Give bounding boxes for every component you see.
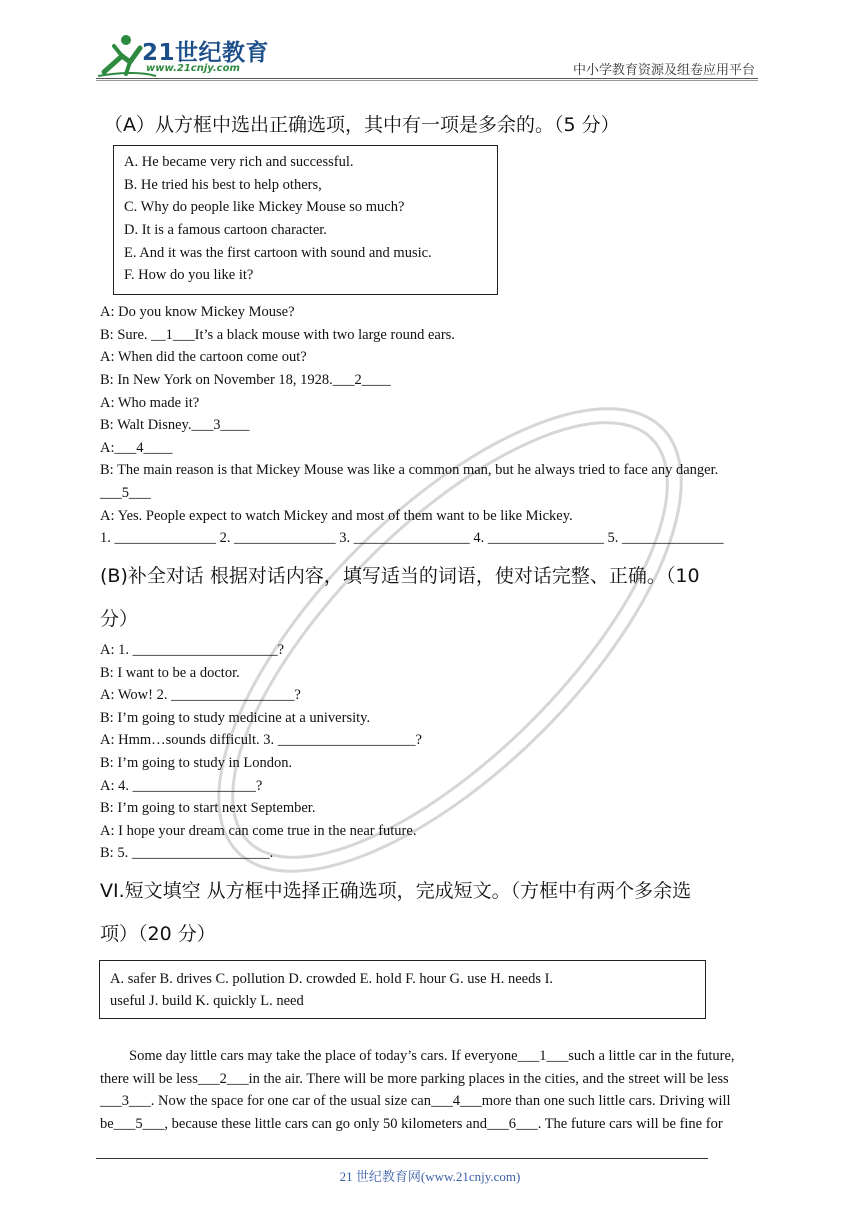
section-b-heading-cont: 分） bbox=[100, 608, 139, 630]
dialogue-line: B: I’m going to start next September. bbox=[100, 800, 316, 816]
header-divider bbox=[96, 78, 758, 79]
option-e: E. And it was the first cartoon with sound and music. bbox=[124, 245, 432, 261]
options-box-a bbox=[113, 145, 498, 295]
word-options-line: A. safer B. drives C. pollution D. crowded E. hold F. hour G. use H. needs I. bbox=[110, 971, 554, 987]
option-d: D. It is a famous cartoon character. bbox=[124, 222, 327, 238]
dialogue-line: A: I hope your dream can come true in the near future. bbox=[100, 823, 417, 839]
passage-line: there will be less___2___in the air. There will be more parking places in the cities, and the street will be less bbox=[100, 1071, 729, 1087]
option-a: A. He became very rich and successful. bbox=[124, 154, 354, 170]
dialogue-line: A: Yes. People expect to watch Mickey and most of them want to be like Mickey. bbox=[100, 508, 573, 524]
logo-text: 21世纪教育 bbox=[142, 40, 270, 66]
dialogue-line: A: 1. ____________________? bbox=[100, 642, 285, 658]
dialogue-line: B: 5. ___________________. bbox=[100, 845, 274, 861]
option-b: B. He tried his best to help others, bbox=[124, 177, 322, 193]
section-b-heading: (B)补全对话 根据对话内容，填写适当的词语，使对话完整、正确。（10 bbox=[100, 565, 700, 587]
dialogue-line: A: Do you know Mickey Mouse? bbox=[100, 304, 295, 320]
dialogue-line: B: In New York on November 18, 1928.___2____ bbox=[100, 372, 391, 388]
answer-blanks-a: 1. ______________ 2. ______________ 3. ________________ 4. ________________ 5. ______________ bbox=[100, 530, 724, 546]
passage-line: Some day little cars may take the place of today’s cars. If everyone___1___such a little car in the future, bbox=[129, 1048, 735, 1064]
dialogue-line: A: Who made it? bbox=[100, 395, 200, 411]
dialogue-line: B: I’m going to study medicine at a university. bbox=[100, 710, 371, 726]
word-options-line: useful J. build K. quickly L. need bbox=[110, 993, 304, 1009]
passage-line: be___5___, because these little cars can go only 50 kilometers and___6___. The future cars will be fine for bbox=[100, 1116, 723, 1132]
dialogue-line: B: The main reason is that Mickey Mouse was like a common man, but he always tried to face any danger. bbox=[100, 462, 719, 478]
passage-line: ___3___. Now the space for one car of the usual size can___4___more than one such little cars. Driving will bbox=[100, 1093, 731, 1109]
section-a-heading: （A）从方框中选出正确选项，其中有一项是多余的。（5 分） bbox=[104, 114, 620, 136]
dialogue-line: A: Hmm…sounds difficult. 3. ___________________? bbox=[100, 732, 422, 748]
section-vi-heading: VI.短文填空 从方框中选择正确选项，完成短文。（方框中有两个多余选 bbox=[100, 880, 692, 902]
platform-title: 中小学教育资源及组卷应用平台 bbox=[572, 63, 755, 78]
logo-url: www.21cnjy.com bbox=[146, 63, 240, 74]
dialogue-line: A: Wow! 2. _________________? bbox=[100, 687, 301, 703]
section-vi-heading-cont: 项）（20 分） bbox=[100, 923, 216, 945]
header-divider-thin bbox=[96, 80, 758, 81]
dialogue-line: A:___4____ bbox=[100, 440, 173, 456]
dialogue-line: ___5___ bbox=[100, 485, 151, 501]
options-box-vi bbox=[99, 960, 706, 1019]
footer-text: 21 世纪教育网(www.21cnjy.com) bbox=[339, 1169, 521, 1184]
footer-divider bbox=[96, 1158, 708, 1159]
dialogue-line: B: Walt Disney.___3____ bbox=[100, 417, 250, 433]
dialogue-line: A: 4. _________________? bbox=[100, 778, 263, 794]
dialogue-line: B: I want to be a doctor. bbox=[100, 665, 240, 681]
option-f: F. How do you like it? bbox=[124, 267, 254, 283]
dialogue-line: B: Sure. __1___It’s a black mouse with two large round ears. bbox=[100, 327, 455, 343]
dialogue-line: A: When did the cartoon come out? bbox=[100, 349, 307, 365]
dialogue-line: B: I’m going to study in London. bbox=[100, 755, 293, 771]
option-c: C. Why do people like Mickey Mouse so much? bbox=[124, 199, 405, 215]
